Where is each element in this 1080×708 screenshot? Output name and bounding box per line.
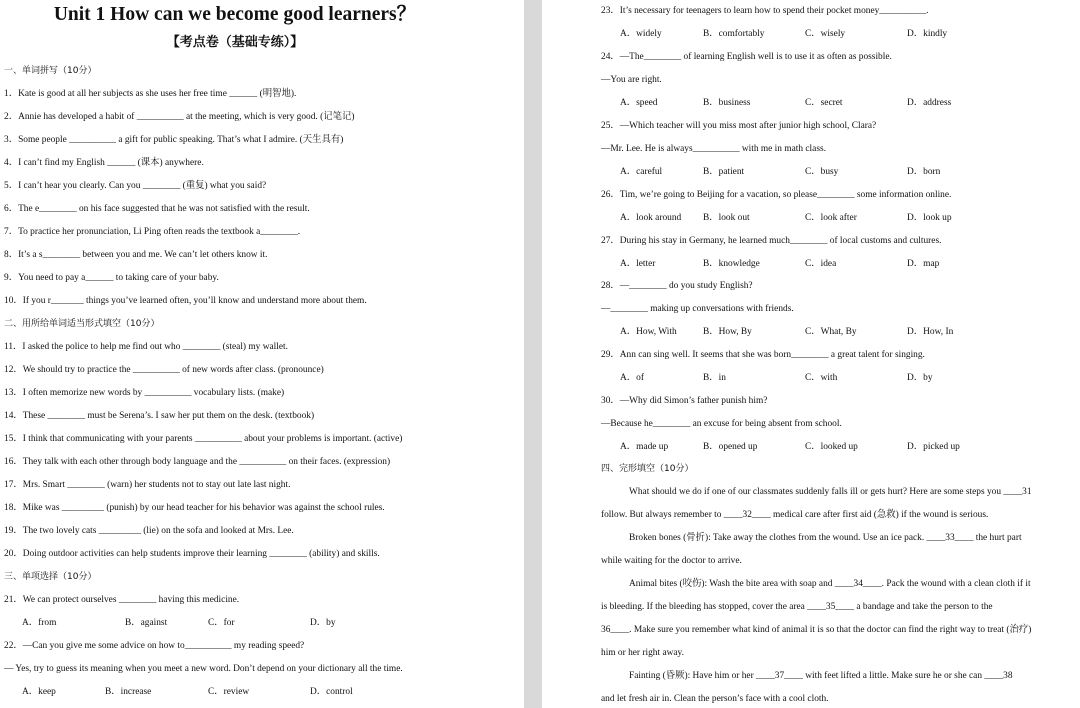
option-d: D．map xyxy=(907,259,940,269)
section-3-heading: 三、单项选择（10分） xyxy=(4,572,97,582)
question-4: 4．I can’t find my English ______ (课本) anywhere. xyxy=(4,158,204,168)
question-22-reply: — Yes, try to guess its meaning when you meet a new word. Don’t depend on your dictionary all the time. xyxy=(4,664,403,674)
option-d: D．kindly xyxy=(907,29,948,39)
question-28-reply: —________ making up conversations with friends. xyxy=(601,304,794,314)
question-28-options xyxy=(620,326,1060,338)
option-b: B．comfortably xyxy=(703,29,765,39)
option-a: A．keep xyxy=(22,687,56,697)
option-a: A．made up xyxy=(620,442,669,452)
question-7: 7．To practice her pronunciation, Li Ping often reads the textbook a________. xyxy=(4,227,301,237)
cloze-line-9: Fainting (昏厥): Have him or her ____37____ with feet lifted a little. Make sure he or she can ____38 xyxy=(629,671,1013,681)
question-5: 5．I can’t hear you clearly. Can you ________ (重复) what you said? xyxy=(4,181,267,191)
cloze-line-4: while waiting for the doctor to arrive. xyxy=(601,556,742,566)
question-9: 9．You need to pay a______ to taking care of your baby. xyxy=(4,273,219,283)
cloze-line-5: Animal bites (咬伤): Wash the bite area with soap and ____34____. Pack the wound with a clean cloth if it xyxy=(629,579,1031,589)
option-b: B．opened up xyxy=(703,442,758,452)
question-26: 26．Tim, we’re going to Beijing for a vacation, so please________ some information online. xyxy=(601,190,952,200)
question-3: 3．Some people __________ a gift for public speaking. That’s what I admire. (天生具有) xyxy=(4,135,344,145)
question-8: 8．It’s a s________ between you and me. We can’t let others know it. xyxy=(4,250,268,260)
right-page xyxy=(542,0,1080,708)
option-b: B．look out xyxy=(703,213,750,223)
question-25-reply: —Mr. Lee. He is always__________ with me in math class. xyxy=(601,144,826,154)
worksheet-title: Unit 1 How can we become good learners？ xyxy=(53,4,417,25)
question-11: 11．I asked the police to help me find out who ________ (steal) my wallet. xyxy=(4,342,288,352)
option-a: A．look around xyxy=(620,213,682,223)
option-c: C．What, By xyxy=(805,327,857,337)
question-13: 13．I often memorize new words by __________ vocabulary lists. (make) xyxy=(4,388,285,398)
question-27-options xyxy=(620,258,1060,270)
option-c: C．looked up xyxy=(805,442,858,452)
question-22-prompt: 22．—Can you give me some advice on how to__________ my reading speed? xyxy=(4,641,305,651)
question-30-prompt: 30．—Why did Simon’s father punish him? xyxy=(601,396,768,406)
question-24-prompt: 24．—The________ of learning English well is to use it as often as possible. xyxy=(601,52,892,62)
option-d: D．picked up xyxy=(907,442,960,452)
question-30-options xyxy=(620,441,1060,453)
question-12: 12．We should try to practice the __________ of new words after class. (pronounce) xyxy=(4,365,324,375)
cloze-line-6: is bleeding. If the bleeding has stopped, cover the area ____35____ a bandage and take the person to the xyxy=(601,602,993,612)
question-20: 20．Doing outdoor activities can help students improve their learning ________ (ability) and skills. xyxy=(4,549,380,559)
question-19: 19．The two lovely cats _________ (lie) on the sofa and looked at Mrs. Lee. xyxy=(4,526,294,536)
question-27: 27．During his stay in Germany, he learned much________ of local customs and cultures. xyxy=(601,236,942,246)
option-b: B．knowledge xyxy=(703,259,760,269)
left-page xyxy=(0,0,524,708)
cloze-line-2: follow. But always remember to ____32____ medical care after first aid (急救) if the wound is serious. xyxy=(601,510,989,520)
question-24-reply: —You are right. xyxy=(601,75,662,85)
option-a: A．widely xyxy=(620,29,662,39)
question-18: 18．Mike was _________ (punish) by our head teacher for his behavior was against the school rules. xyxy=(4,503,385,513)
question-21-options xyxy=(22,617,472,629)
option-a: A．careful xyxy=(620,167,663,177)
option-b: B．patient xyxy=(703,167,745,177)
option-d: D．by xyxy=(907,373,933,383)
option-a: A．How, With xyxy=(620,327,677,337)
question-29: 29．Ann can sing well. It seems that she was born________ a great talent for singing. xyxy=(601,350,925,360)
option-b: B．against xyxy=(125,618,168,628)
cloze-line-7: 36____. Make sure you remember what kind of animal it is so that the doctor can find the right way to treat (治疗) xyxy=(601,625,1032,635)
cloze-line-1: What should we do if one of our classmates suddenly falls ill or gets hurt? Here are some steps you ____31 xyxy=(629,487,1032,497)
option-c: C．idea xyxy=(805,259,837,269)
option-d: D．by xyxy=(310,618,336,628)
question-1: 1．Kate is good at all her subjects as she uses her free time ______ (明智地). xyxy=(4,89,297,99)
option-c: C．busy xyxy=(805,167,839,177)
option-d: D．born xyxy=(907,167,941,177)
question-25-prompt: 25．—Which teacher will you miss most after junior high school, Clara? xyxy=(601,121,877,131)
question-26-options xyxy=(620,212,1060,224)
worksheet-subtitle: 【考点卷（基础专练）】 xyxy=(166,35,304,50)
question-21: 21．We can protect ourselves ________ having this medicine. xyxy=(4,595,240,605)
cloze-line-3: Broken bones (骨折): Take away the clothes from the wound. Use an ice pack. ____33____ the hurt part xyxy=(629,533,1022,543)
option-a: A．of xyxy=(620,373,644,383)
question-14: 14．These ________ must be Serena’s. I saw her put them on the desk. (textbook) xyxy=(4,411,315,421)
question-23-options xyxy=(620,28,1060,40)
option-b: B．business xyxy=(703,98,751,108)
option-a: A．from xyxy=(22,618,57,628)
question-30-reply: —Because he________ an excuse for being absent from school. xyxy=(601,419,842,429)
question-22-options xyxy=(22,686,472,698)
option-d: D．look up xyxy=(907,213,952,223)
option-a: A．speed xyxy=(620,98,658,108)
option-d: D．control xyxy=(310,687,353,697)
cloze-line-10: and let fresh air in. Clean the person’s face with a cool cloth. xyxy=(601,694,829,704)
question-28-prompt: 28．—________ do you study English? xyxy=(601,281,753,291)
question-24-options xyxy=(620,97,1060,109)
question-16: 16．They talk with each other through body language and the __________ on their faces. (expression) xyxy=(4,457,391,467)
option-b: B．increase xyxy=(105,687,152,697)
section-2-heading: 二、用所给单词适当形式填空（10分） xyxy=(4,319,160,329)
option-c: C．review xyxy=(208,687,250,697)
question-10: 10．If you r_______ things you’ve learned often, you’ll know and understand more about them. xyxy=(4,296,367,306)
option-c: C．secret xyxy=(805,98,843,108)
option-a: A．letter xyxy=(620,259,656,269)
option-c: C．for xyxy=(208,618,235,628)
section-4-heading: 四、完形填空（10分） xyxy=(601,464,694,474)
option-c: C．with xyxy=(805,373,838,383)
question-29-options xyxy=(620,372,1060,384)
question-6: 6．The e________ on his face suggested that he was not satisfied with the result. xyxy=(4,204,310,214)
cloze-line-8: him or her right away. xyxy=(601,648,684,658)
option-c: C．look after xyxy=(805,213,857,223)
section-1-heading: 一、单词拼写（10分） xyxy=(4,66,97,76)
option-d: D．address xyxy=(907,98,952,108)
question-23: 23．It’s necessary for teenagers to learn how to spend their pocket money__________. xyxy=(601,6,929,16)
question-2: 2．Annie has developed a habit of __________ at the meeting, which is very good. (记笔记) xyxy=(4,112,355,122)
question-25-options xyxy=(620,166,1060,178)
option-b: B．in xyxy=(703,373,726,383)
question-15: 15．I think that communicating with your parents __________ about your problems is important. (active) xyxy=(4,434,403,444)
question-17: 17．Mrs. Smart ________ (warn) her students not to stay out late last night. xyxy=(4,480,291,490)
option-c: C．wisely xyxy=(805,29,846,39)
option-b: B．How, By xyxy=(703,327,752,337)
option-d: D．How, In xyxy=(907,327,954,337)
